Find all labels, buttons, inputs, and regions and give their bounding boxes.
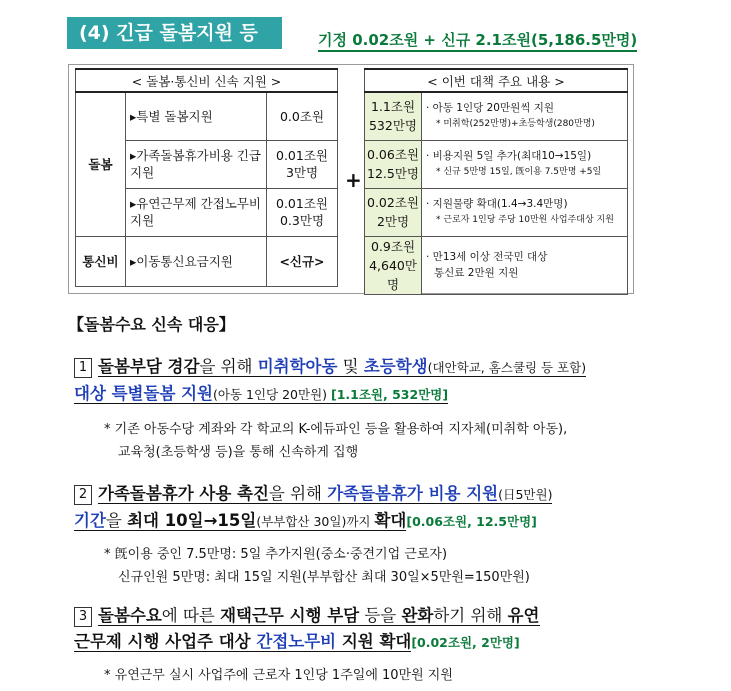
right-table [364, 68, 628, 295]
item-2-note: * 旣이용 중인 7.5만명: 5일 추가지원(중소·중견기업 근로자) 신규인원 5만명: 최대 15일 지원(부부합산 최대 30일×5만원=150만원) [104, 547, 530, 585]
desc-special-care: · 아동 1인당 20만원씩 지원 * 미취학(252만명)+초등학생(280만명) [422, 92, 628, 140]
amount-special-care: 1.1조원 532만명 [365, 92, 422, 140]
item-number-2: 2 [74, 485, 92, 505]
item-3-note: * 유연근무 실시 사업주에 근로자 1인당 1주일에 10만원 지원 [104, 668, 453, 683]
value-telecom: <신규> [267, 236, 338, 286]
item-special-care: ▸특별 돌봄지원 [126, 92, 267, 140]
value-family-care: 0.01조원 3만명 [267, 140, 338, 188]
left-table [75, 68, 338, 287]
item-telecom: ▸이동통신요금지원 [126, 236, 267, 286]
value-special-care: 0.0조원 [267, 92, 338, 140]
item-number-1: 1 [74, 358, 92, 378]
desc-telecom: · 만13세 이상 전국민 대상 통신료 2만원 지원 [422, 236, 628, 294]
item-2: 2 가족돌봄휴가 사용 촉진을 위해 가족돌봄휴가 비용 지원(日5만원) 기간을 최대 10일→15일(부부합산 30일)까지 확대[0.06조원, 12.5만명] [74, 484, 553, 530]
section-header-title: (4) 긴급 돌봄지원 등 [79, 22, 258, 44]
amount-telecom: 0.9조원 4,640만명 [365, 236, 422, 294]
amount-family-care: 0.06조원 12.5만명 [365, 140, 422, 188]
item-number-3: 3 [74, 607, 92, 627]
item-family-care: ▸가족돌봄휴가비용 긴급지원 [126, 140, 267, 188]
item-flexible-work: ▸유연근무제 간접노무비 지원 [126, 188, 267, 236]
item-1-note: * 기존 아동수당 계좌와 각 학교의 K-에듀파인 등을 활용하여 지자체(미취학 아동), 교육청(초등학생 등)을 통해 신속하게 집행 [104, 422, 568, 460]
left-table-heading: < 돌봄·통신비 신속 지원 > [76, 69, 338, 92]
desc-flexible-work: · 지원물량 확대(1.4→3.4만명) * 근로자 1인당 주당 10만원 사업주대상 지원 [422, 188, 628, 236]
item-1: 1 돌봄부담 경감을 위해 미취학아동 및 초등학생(대안학교, 홈스쿨링 등 포함) 대상 특별돌봄 지원(아동 1인당 20만원) [1.1조원, 532만명] [74, 357, 587, 403]
right-table-heading: < 이번 대책 주요 내용 > [365, 69, 628, 92]
section-header [67, 17, 282, 49]
category-care: 돌봄 [76, 92, 126, 236]
amount-flexible-work: 0.02조원 2만명 [365, 188, 422, 236]
value-flexible-work: 0.01조원 0.3만명 [267, 188, 338, 236]
section-title: 【돌봄수요 신속 대응】 [68, 315, 235, 334]
desc-family-care: · 비용지원 5일 추가(최대10→15일) * 신규 5만명 15일, 旣이용 7.5만명 +5일 [422, 140, 628, 188]
item-3: 3 돌봄수요에 따른 재택근무 시행 부담 등을 완화하기 위해 유연 근무제 시행 사업주 대상 간접노무비 지원 확대[0.02조원, 2만명] [74, 606, 540, 651]
plus-sign: + [345, 168, 362, 192]
budget-summary: 기정 0.02조원 + 신규 2.1조원(5,186.5만명) [318, 30, 637, 52]
category-telecom: 통신비 [76, 236, 126, 286]
